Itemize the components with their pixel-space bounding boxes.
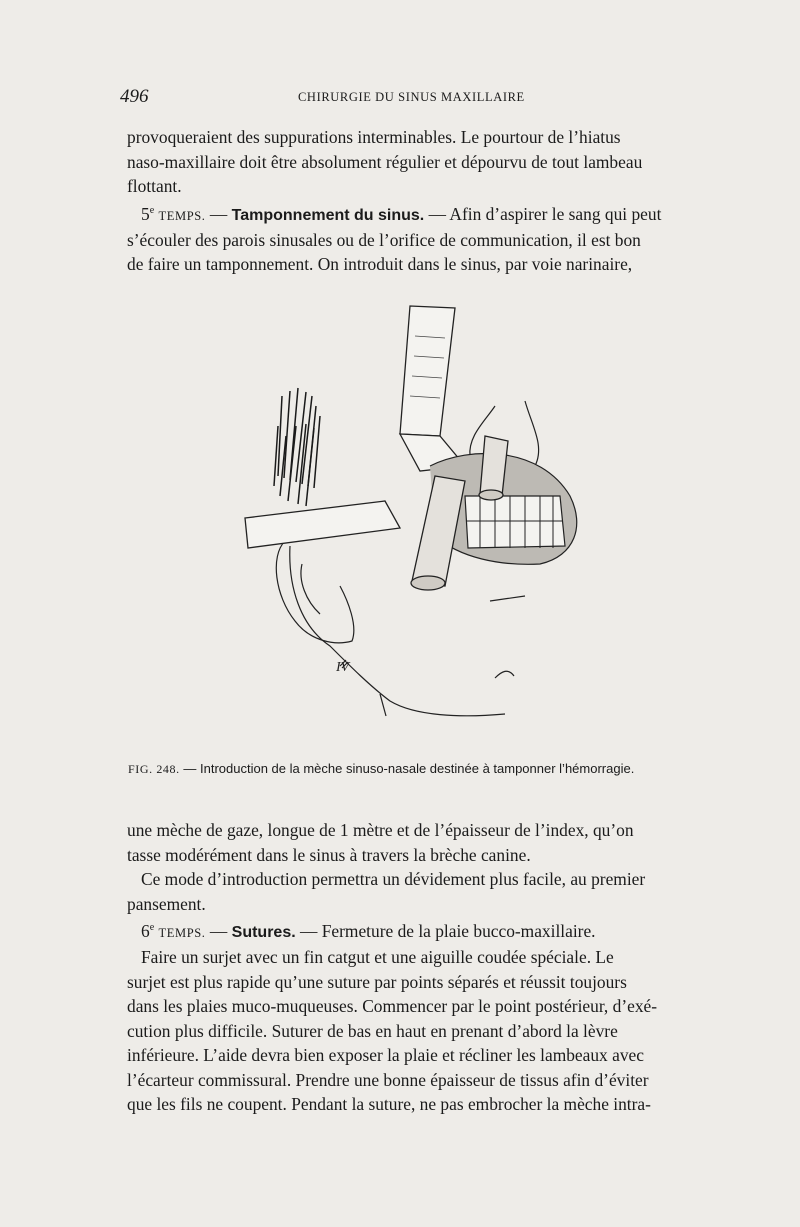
text-line: inférieure. L’aide devra bien exposer la plaie et récliner les lambeaux avec bbox=[127, 1045, 644, 1066]
caption-dash: — bbox=[183, 761, 197, 776]
text-line: l’écarteur commissural. Prendre une bonne épaisseur de tissus afin d’éviter bbox=[127, 1069, 649, 1090]
paragraph-sutures bbox=[127, 945, 712, 1117]
text-line: que les fils ne coupent. Pendant la suture, ne pas embrocher la mèche intra- bbox=[127, 1094, 651, 1115]
step-title: Sutures. bbox=[231, 923, 296, 941]
paragraph-gauze bbox=[127, 818, 712, 867]
caption-prefix: FIG. 248. bbox=[128, 762, 180, 776]
text-line: tasse modérément dans le sinus à travers la brèche canine. bbox=[127, 844, 531, 865]
step-superscript: e bbox=[149, 922, 155, 933]
step-superscript: e bbox=[149, 204, 155, 216]
step-temps-label: TEMPS. bbox=[158, 208, 206, 223]
surgical-illustration-icon bbox=[240, 296, 600, 726]
step-number: 6 bbox=[141, 920, 150, 941]
paragraph-step-5 bbox=[127, 199, 712, 277]
text-line: Ce mode d’introduction permettra un dévidement plus facile, au premier bbox=[141, 869, 646, 889]
step-number: 5 bbox=[141, 203, 150, 224]
text-line: une mèche de gaze, longue de 1 mètre et de l’épaisseur de l’index, qu’on bbox=[127, 820, 634, 840]
step-intro-text: — Fermeture de la plaie bucco-maxillaire. bbox=[300, 920, 596, 941]
top-text-block bbox=[127, 125, 712, 277]
text-line: s’écouler des parois sinusales ou de l’orifice de communication, il est bon bbox=[127, 229, 641, 250]
text-line: Faire un surjet avec un fin catgut et une aiguille coudée spéciale. Le bbox=[141, 947, 614, 968]
text-line: cution plus difficile. Suturer de bas en haut en prenant d’abord la lèvre bbox=[127, 1020, 618, 1041]
step-intro-text: — Afin d’aspirer le sang qui peut bbox=[428, 203, 662, 224]
step-temps-label: TEMPS. bbox=[158, 925, 206, 940]
em-dash: — bbox=[209, 920, 228, 941]
surgical-figure bbox=[240, 296, 600, 726]
text-line: surjet est plus rapide qu’une suture par points séparés et réussit toujours bbox=[127, 971, 627, 992]
text-line: dans les plaies muco-muqueuses. Commencer par le point postérieur, d’exé- bbox=[127, 996, 658, 1017]
bottom-text-block bbox=[127, 818, 712, 1117]
page-header bbox=[120, 86, 712, 110]
text-line: de faire un tamponnement. On introduit dans le sinus, par voie narinaire, bbox=[127, 254, 633, 275]
page-number: 496 bbox=[120, 86, 149, 107]
paragraph-step-6 bbox=[127, 916, 712, 945]
text-line: naso-maxillaire doit être absolument régulier et dépourvu de tout lambeau bbox=[127, 151, 643, 172]
caption-text: Introduction de la mèche sinuso-nasale destinée à tamponner l’hémorragie. bbox=[200, 761, 635, 776]
text-line: pansement. bbox=[127, 893, 206, 914]
text-line: provoqueraient des suppurations interminables. Le pourtour de l’hiatus bbox=[127, 127, 621, 147]
text-line bbox=[127, 199, 712, 228]
figure-label: IV bbox=[336, 660, 350, 675]
step-title: Tamponnement du sinus. bbox=[231, 206, 425, 224]
paragraph-introduction bbox=[127, 867, 712, 916]
em-dash: — bbox=[209, 203, 228, 224]
figure-caption bbox=[128, 760, 713, 778]
text-line: flottant. bbox=[127, 176, 182, 196]
paragraph-continued bbox=[127, 125, 712, 199]
running-title: CHIRURGIE DU SINUS MAXILLAIRE bbox=[298, 90, 525, 104]
